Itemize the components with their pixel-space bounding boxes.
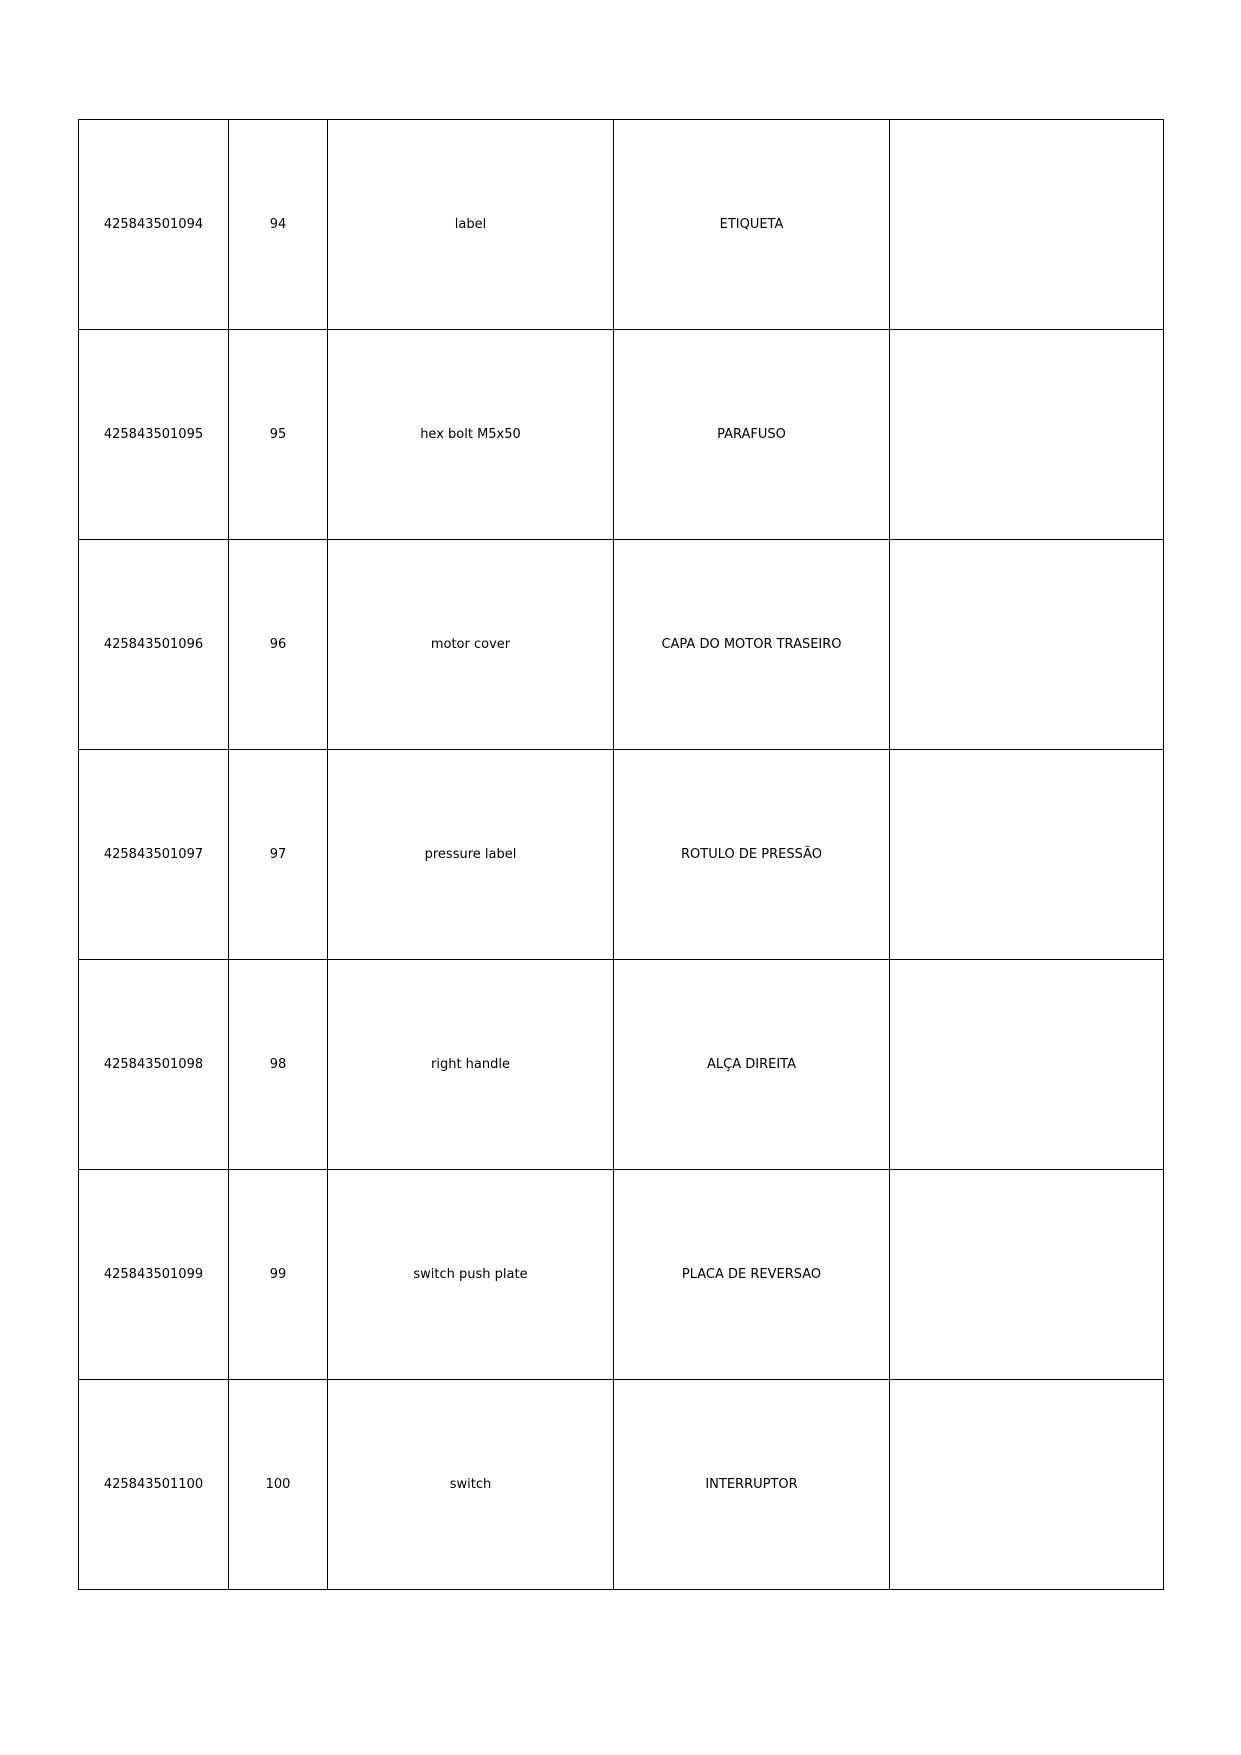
empty-cell	[890, 960, 1164, 1170]
empty-cell	[890, 540, 1164, 750]
part-code-cell: 425843501095	[79, 330, 229, 540]
table-row	[79, 750, 1164, 960]
english-description-cell: switch	[328, 1380, 614, 1590]
english-description-cell: right handle	[328, 960, 614, 1170]
english-description-cell: hex bolt M5x50	[328, 330, 614, 540]
empty-cell	[890, 330, 1164, 540]
portuguese-description-cell: ETIQUETA	[614, 120, 890, 330]
item-number-cell: 98	[229, 960, 328, 1170]
table-row	[79, 540, 1164, 750]
english-description-cell: label	[328, 120, 614, 330]
parts-table-body	[79, 120, 1164, 1590]
portuguese-description-cell: ROTULO DE PRESSÃO	[614, 750, 890, 960]
item-number-cell: 96	[229, 540, 328, 750]
item-number-cell: 95	[229, 330, 328, 540]
item-number-cell: 97	[229, 750, 328, 960]
portuguese-description-cell: ALÇA DIREITA	[614, 960, 890, 1170]
table-row	[79, 1170, 1164, 1380]
table-row	[79, 960, 1164, 1170]
empty-cell	[890, 120, 1164, 330]
item-number-cell: 94	[229, 120, 328, 330]
table-row	[79, 120, 1164, 330]
part-code-cell: 425843501096	[79, 540, 229, 750]
table-row	[79, 330, 1164, 540]
part-code-cell: 425843501099	[79, 1170, 229, 1380]
portuguese-description-cell: INTERRUPTOR	[614, 1380, 890, 1590]
english-description-cell: pressure label	[328, 750, 614, 960]
item-number-cell: 99	[229, 1170, 328, 1380]
empty-cell	[890, 1380, 1164, 1590]
table-row	[79, 1380, 1164, 1590]
part-code-cell: 425843501098	[79, 960, 229, 1170]
english-description-cell: motor cover	[328, 540, 614, 750]
portuguese-description-cell: CAPA DO MOTOR TRASEIRO	[614, 540, 890, 750]
portuguese-description-cell: PLACA DE REVERSAO	[614, 1170, 890, 1380]
part-code-cell: 425843501097	[79, 750, 229, 960]
parts-table	[78, 119, 1164, 1590]
item-number-cell: 100	[229, 1380, 328, 1590]
empty-cell	[890, 1170, 1164, 1380]
english-description-cell: switch push plate	[328, 1170, 614, 1380]
part-code-cell: 425843501100	[79, 1380, 229, 1590]
empty-cell	[890, 750, 1164, 960]
portuguese-description-cell: PARAFUSO	[614, 330, 890, 540]
part-code-cell: 425843501094	[79, 120, 229, 330]
